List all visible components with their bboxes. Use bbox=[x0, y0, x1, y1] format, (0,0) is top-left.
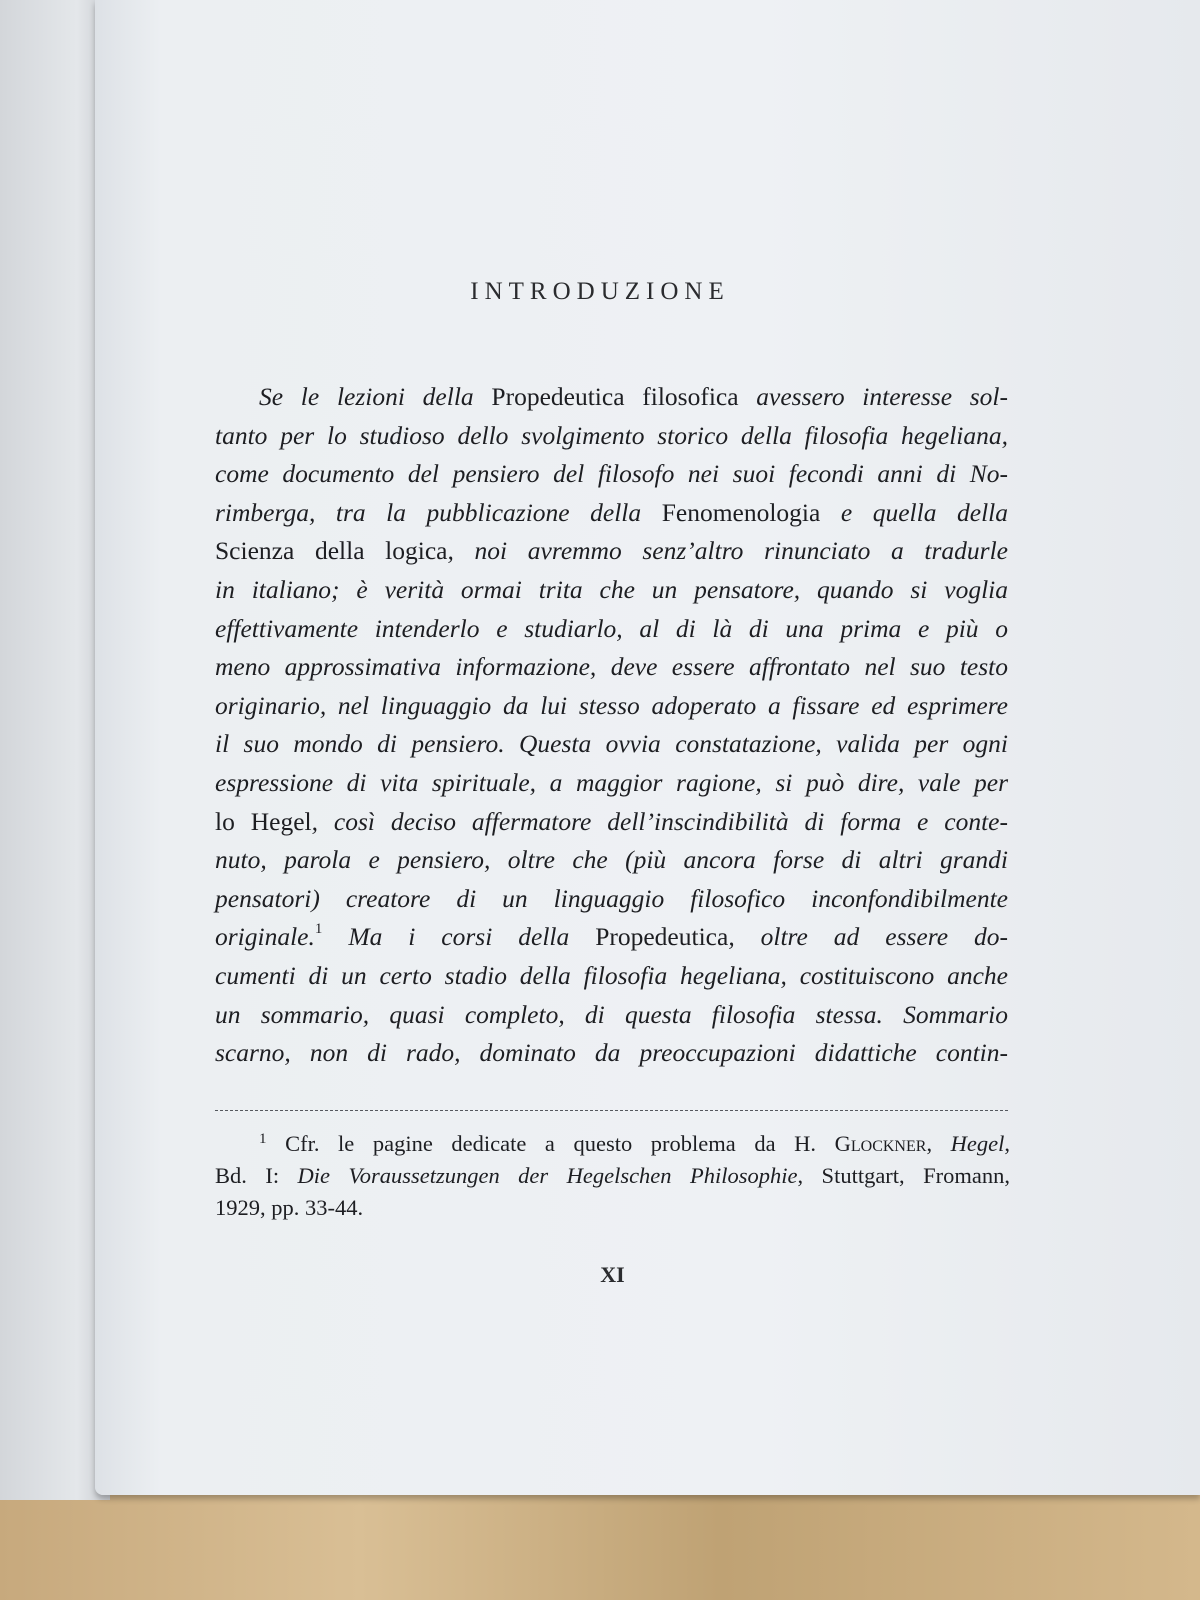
page-number: XI bbox=[600, 1262, 625, 1287]
text-segment: , noi avremmo senz’altro rinunciato a tradurle bbox=[447, 536, 1008, 566]
body-line bbox=[215, 494, 1008, 533]
body-line bbox=[215, 803, 1008, 842]
text-segment: pensatori) creatore di un linguaggio filosofico inconfondibilmente bbox=[215, 883, 1008, 913]
body-line bbox=[215, 725, 1008, 764]
text-segment: Die Voraussetzungen der Hegelschen Philosophie bbox=[297, 1163, 798, 1188]
text-segment: Fenomenologia bbox=[661, 497, 821, 527]
footnote-line bbox=[215, 1128, 1010, 1160]
text-segment: espressione di vita spirituale, a maggior ragione, si può dire, vale per bbox=[215, 767, 1008, 797]
text-segment: Ma i corsi della bbox=[322, 922, 596, 952]
text-segment: scarno, non di rado, dominato da preoccupazioni didattiche contin- bbox=[215, 1038, 1008, 1068]
body-text bbox=[215, 378, 1008, 1073]
footnote-separator bbox=[215, 1110, 1008, 1111]
body-line bbox=[215, 571, 1008, 610]
text-segment: originario, nel linguaggio da lui stesso adoperato a fissare ed esprimere bbox=[215, 690, 1008, 720]
text-segment: effettivamente intenderlo e studiarlo, al di là di una prima e più o bbox=[215, 613, 1008, 643]
text-segment: in italiano; è verità ormai trita che un pensatore, quando si voglia bbox=[215, 574, 1008, 604]
text-segment: Propedeutica filosofica bbox=[491, 382, 739, 411]
body-line bbox=[215, 841, 1008, 880]
text-segment: Propedeutica bbox=[595, 922, 729, 952]
text-segment: Glockner bbox=[834, 1131, 927, 1156]
body-line bbox=[215, 378, 1008, 417]
text-segment: rimberga, tra la pubblicazione della bbox=[215, 497, 662, 527]
chapter-heading: INTRODUZIONE bbox=[470, 278, 730, 305]
text-segment: cumenti di un certo stadio della filosofia hegeliana, costituiscono anche bbox=[215, 960, 1008, 990]
body-line bbox=[215, 996, 1008, 1035]
body-line bbox=[215, 918, 1008, 957]
footnote-line bbox=[215, 1192, 1010, 1224]
text-segment: Scienza della logica bbox=[215, 536, 448, 566]
body-line bbox=[215, 957, 1008, 996]
footnote-line bbox=[215, 1160, 1010, 1192]
text-segment: Bd. I: bbox=[215, 1163, 298, 1188]
text-segment: Se le lezioni della bbox=[259, 382, 492, 411]
body-line bbox=[215, 648, 1008, 687]
body-line bbox=[215, 532, 1008, 571]
text-segment: , così deciso affermatore dell’inscindibilità di forma e conte- bbox=[311, 806, 1008, 836]
footnote bbox=[215, 1128, 1010, 1224]
text-segment: , Stuttgart, Fromann, bbox=[797, 1163, 1010, 1188]
text-segment: , bbox=[1004, 1131, 1010, 1156]
wooden-table bbox=[0, 1480, 1200, 1600]
text-segment: originale. bbox=[215, 922, 315, 952]
text-segment: , bbox=[926, 1131, 951, 1156]
text-segment: come documento del pensiero del filosofo nei suoi fecondi anni di No- bbox=[215, 459, 1008, 489]
text-segment: il suo mondo di pensiero. Questa ovvia constatazione, valida per ogni bbox=[215, 729, 1008, 759]
body-line bbox=[215, 455, 1008, 494]
text-segment: nuto, parola e pensiero, oltre che (più ancora forse di altri grandi bbox=[215, 845, 1008, 875]
body-line bbox=[215, 610, 1008, 649]
body-line bbox=[215, 417, 1008, 456]
text-segment: lo Hegel bbox=[215, 806, 312, 836]
footnote-marker: 1 bbox=[259, 1131, 267, 1147]
body-line bbox=[215, 880, 1008, 919]
body-line bbox=[215, 687, 1008, 726]
text-segment: 1929, pp. 33-44. bbox=[215, 1195, 364, 1220]
footnote-marker: 1 bbox=[314, 921, 323, 938]
text-segment: meno approssimativa informazione, deve essere affrontato nel suo testo bbox=[215, 652, 1008, 682]
text-segment: , oltre ad essere do- bbox=[728, 922, 1008, 952]
body-line bbox=[215, 764, 1008, 803]
text-segment: Cfr. le pagine dedicate a questo problema da H. bbox=[266, 1131, 835, 1156]
text-segment: tanto per lo studioso dello svolgimento storico della filosofia hegeliana, bbox=[215, 420, 1008, 450]
text-segment: avessero interesse sol- bbox=[738, 382, 1008, 411]
body-line bbox=[215, 1034, 1008, 1073]
text-segment: e quella della bbox=[820, 497, 1008, 527]
text-segment: un sommario, quasi completo, di questa filosofia stessa. Sommario bbox=[215, 999, 1008, 1029]
text-segment: Hegel bbox=[950, 1131, 1005, 1156]
